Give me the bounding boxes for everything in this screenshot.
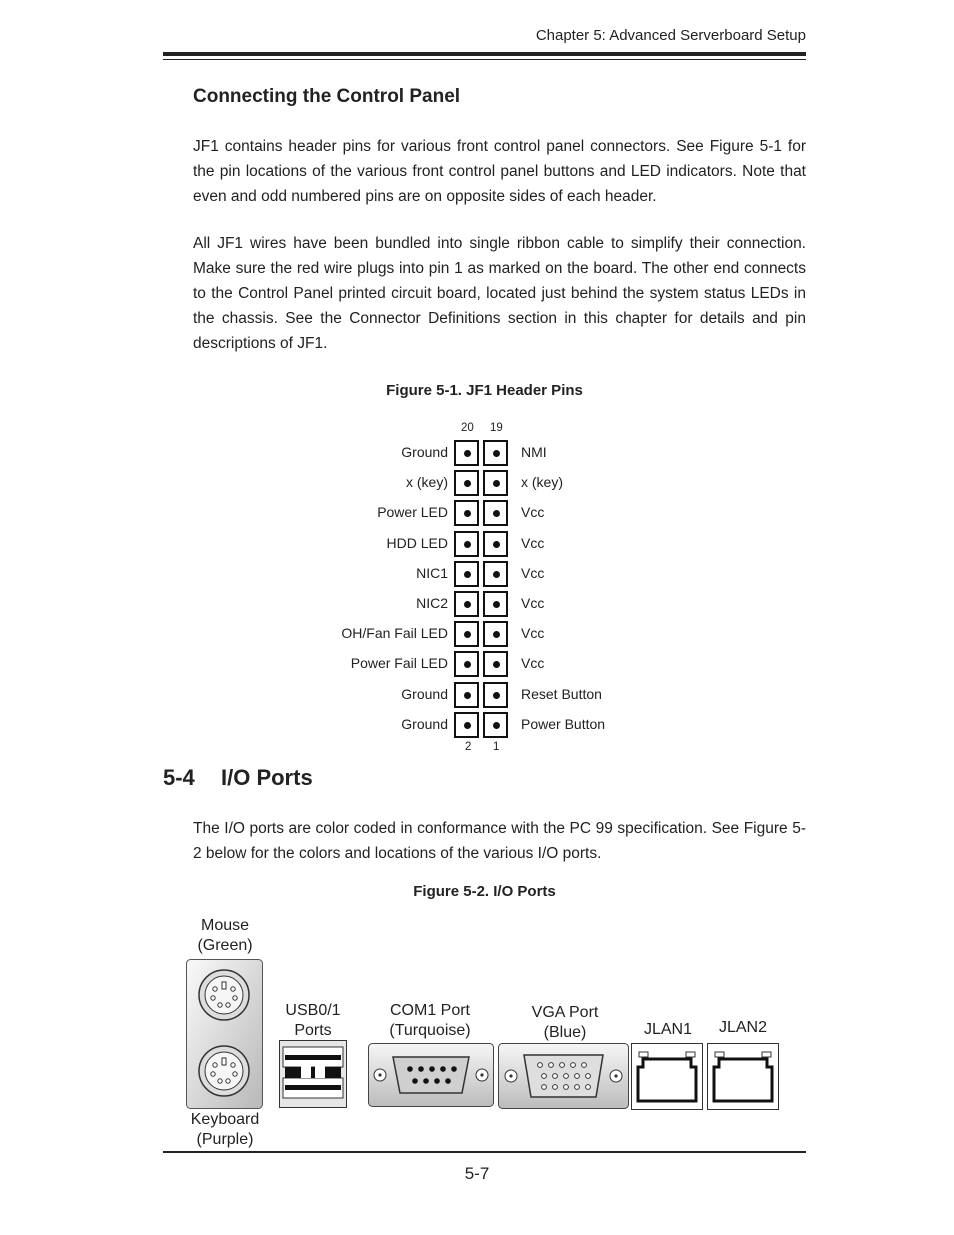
- header-pin: [483, 500, 508, 526]
- pin-dot-icon: [493, 541, 500, 548]
- pin-dot-icon: [464, 510, 471, 517]
- pin-dot-icon: [464, 571, 471, 578]
- mouse-port-icon: [199, 970, 249, 1020]
- vga-port-icon: [498, 1043, 629, 1109]
- pin-label-right: Vcc: [521, 534, 545, 551]
- jlan1-label: JLAN1: [643, 1021, 693, 1038]
- header-pin: [454, 621, 479, 647]
- io-section-heading: I/O Ports: [221, 765, 313, 790]
- pin-label-right: Vcc: [521, 564, 545, 581]
- jf1-header-diagram: [300, 415, 660, 760]
- pin-label-right: x (key): [521, 474, 563, 491]
- pin-label-left: HDD LED: [386, 534, 448, 551]
- pin-label-right: Vcc: [521, 655, 545, 672]
- paragraph-1: JF1 contains header pins for various front control panel connectors. See Figure 5-1 for the pin locations of the various front control panel buttons and LED indicators. Note that even and odd numbered pins are on opposite sides of each header.: [193, 138, 806, 205]
- header-pin: [454, 470, 479, 496]
- pin-label-right: NMI: [521, 444, 547, 460]
- pin-number-20: 20: [461, 422, 474, 434]
- jlan1-port-icon: [631, 1043, 703, 1110]
- header-pin: [454, 591, 479, 617]
- com-port-icon: [368, 1043, 494, 1107]
- pin-number-2: 2: [465, 741, 472, 753]
- pin-label-right: Vcc: [521, 595, 545, 611]
- header-pin: [483, 440, 508, 466]
- pin-dot-icon: [493, 722, 500, 729]
- header-pin: [483, 682, 508, 708]
- pin-label-right: Vcc: [521, 504, 545, 521]
- pin-label-left: Power Fail LED: [350, 655, 448, 672]
- pin-label-left: Ground: [401, 444, 448, 460]
- io-ports-diagram: [163, 910, 806, 1150]
- com-label: COM1 Port (Turquoise): [389, 1002, 471, 1039]
- pin-dot-icon: [464, 450, 471, 457]
- pin-number-1: 1: [493, 741, 500, 753]
- header-pin: [454, 651, 479, 677]
- usb-label: USB0/1 Ports: [285, 1002, 341, 1039]
- header-pin: [483, 621, 508, 647]
- keyboard-label: Keyboard (Purple): [190, 1111, 260, 1148]
- pin-dot-icon: [464, 692, 471, 699]
- paragraph-2: All JF1 wires have been bundled into single ribbon cable to simplify their connection. Make sure the red wire plugs into pin 1 as marked on the board. The other end connects to the Control Panel printed circuit board, located just behind the system status LEDs in the chassis. See the Connector Definitions section in this chapter for details and pin descriptions of JF1.: [193, 235, 806, 352]
- header-rule: [163, 52, 806, 56]
- pin-label-left: NIC2: [416, 595, 448, 611]
- pin-dot-icon: [493, 692, 500, 699]
- header-pin: [483, 712, 508, 738]
- pin-dot-icon: [464, 601, 471, 608]
- section-title: Connecting the Control Panel: [193, 86, 461, 107]
- pin-label-left: Power LED: [377, 504, 448, 521]
- jlan2-label: JLAN2: [718, 1019, 768, 1036]
- pin-label-right: Vcc: [521, 625, 545, 642]
- io-paragraph: The I/O ports are color coded in conformance with the PC 99 specification. See Figure 5-2 below for the colors and locations of the various I/O ports.: [193, 820, 806, 862]
- figure-2-caption: Figure 5-2. I/O Ports: [413, 883, 556, 900]
- pin-label-left: OH/Fan Fail LED: [341, 625, 448, 642]
- pin-number-19: 19: [490, 422, 503, 434]
- header-pin: [483, 651, 508, 677]
- pin-dot-icon: [493, 571, 500, 578]
- header-pin: [454, 561, 479, 587]
- pin-label-right: Power Button: [521, 715, 606, 732]
- figure-1-caption: Figure 5-1. JF1 Header Pins: [386, 382, 583, 399]
- pin-dot-icon: [493, 661, 500, 668]
- io-section-title: [163, 765, 313, 791]
- pin-label-right: Reset Button: [521, 685, 602, 702]
- pin-dot-icon: [464, 480, 471, 487]
- pin-label-left: Ground: [401, 685, 448, 702]
- pin-dot-icon: [493, 510, 500, 517]
- header-pin: [454, 712, 479, 738]
- chapter-header: Chapter 5: Advanced Serverboard Setup: [535, 27, 806, 44]
- header-pin: [454, 531, 479, 557]
- header-pin: [483, 561, 508, 587]
- pin-label-left: NIC1: [416, 564, 448, 581]
- pin-label-left: Ground: [401, 715, 448, 732]
- vga-label: VGA Port (Blue): [531, 1004, 599, 1041]
- pin-dot-icon: [493, 631, 500, 638]
- pin-dot-icon: [493, 480, 500, 487]
- pin-dot-icon: [464, 541, 471, 548]
- header-pin: [483, 591, 508, 617]
- header-pin: [454, 500, 479, 526]
- pin-dot-icon: [464, 661, 471, 668]
- pin-label-left: x (key): [406, 474, 448, 491]
- pin-dot-icon: [464, 722, 471, 729]
- pin-dot-icon: [493, 450, 500, 457]
- header-pin: [483, 470, 508, 496]
- header-rule-thin: [163, 59, 806, 60]
- io-section-number: 5-4: [163, 765, 195, 790]
- mouse-label: Mouse (Green): [197, 917, 253, 954]
- ps2-ports-icon: [186, 959, 263, 1109]
- keyboard-port-icon: [199, 1046, 249, 1096]
- pin-dot-icon: [464, 631, 471, 638]
- footer-rule: [163, 1151, 806, 1153]
- usb-ports-icon: [279, 1040, 347, 1108]
- header-pin: [454, 440, 479, 466]
- pin-dot-icon: [493, 601, 500, 608]
- jlan2-port-icon: [707, 1043, 779, 1110]
- header-pin: [454, 682, 479, 708]
- header-pin: [483, 531, 508, 557]
- page-number: 5-7: [464, 1164, 490, 1183]
